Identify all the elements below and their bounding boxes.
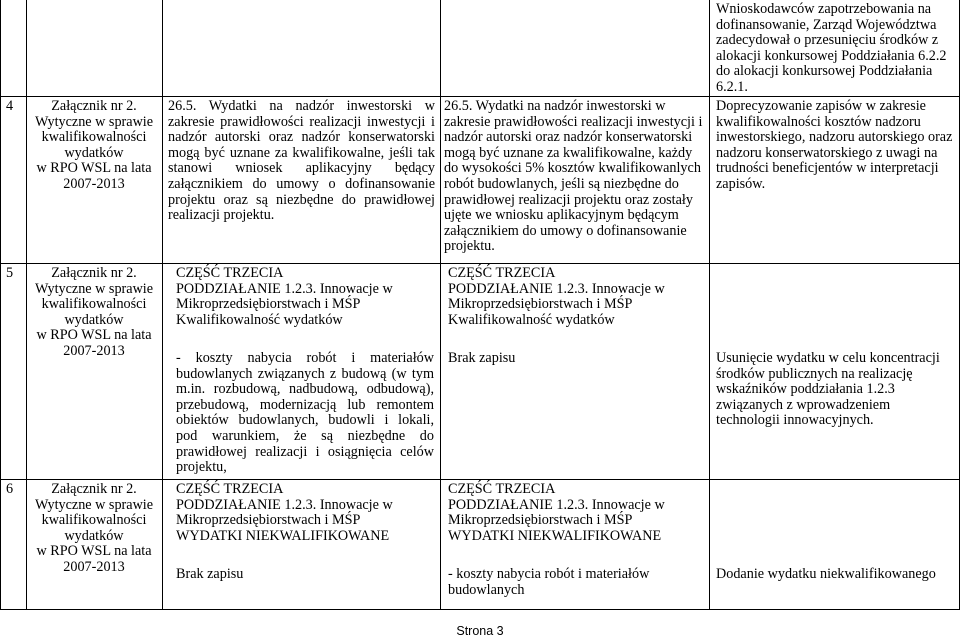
document-reference [28,99,160,193]
section-label: Kwalifikowalność wydatków [448,311,615,328]
doc-line: w RPO WSL na lata [36,327,152,344]
doc-line: 2007-2013 [63,342,125,359]
section-heading: CZĘŚĆ TRZECIA [176,265,284,281]
row-divider [0,479,960,480]
doc-line: Wytyczne w sprawie [34,113,154,130]
doc-line: wydatków [64,144,124,161]
after-change-text: Brak zapisu [448,350,516,366]
table-border [440,0,441,610]
row-number: 4 [6,98,14,114]
doc-line: w RPO WSL na lata [36,160,152,177]
before-change-text: 26.5. Wydatki na nadzór inwestorski w zakresie prawidłowości realizacji inwestycji i nadzór autorski oraz nadzór konserwatorski mogą być uznane za kwalifikowalne, jeśli tak stanowi wniosek aplikacyjny będący załącznikiem do umowy o dofinansowanie projektu oraz są niezbędne do prawidłowej realizacji projektu. [168,98,435,224]
section-subheading: PODDZIAŁANIE 1.2.3. Innowacje w Mikroprzedsiębiorstwach i MŚP [176,280,393,313]
doc-line: Załącznik nr 2. [51,98,137,114]
before-change-block [176,266,434,328]
section-heading: CZĘŚĆ TRZECIA [448,481,556,497]
continued-reason-text: Wnioskodawców zapotrzebowania na dofinansowanie, Zarząd Województwa zadecydował o przesunięciu środków z alokacji konkursowej Poddziałania 6.2.2 do alokacji konkursowej Poddziałania 6.2.1. [716,1,947,95]
row-number: 6 [6,481,14,497]
section-heading: CZĘŚĆ TRZECIA [448,265,556,281]
before-change-text: - koszty nabycia robót i materiałów budowlanych związanych z budową (w tym m.in. rozbudową, nadbudową, odbudową), przebudową, modernizacją lub remontem obiektów budowlanych, budowli i lokali, pod warunkiem, że są niezbędne do prawidłowej realizacji i osiągnięcia celów projektu, [176,350,434,476]
before-change-text: Brak zapisu [176,566,244,582]
doc-line: 2007-2013 [63,175,125,192]
doc-line: w RPO WSL na lata [36,543,152,560]
doc-line: Załącznik nr 2. [51,265,137,281]
document-reference [28,482,160,576]
doc-line: Wytyczne w sprawie [34,496,154,513]
section-label: Kwalifikowalność wydatków [176,311,343,328]
reason-text: Doprecyzowanie zapisów w zakresie kwalifikowalności kosztów nadzoru inwestorskiego, nadzoru autorskiego oraz nadzoru konserwatorskiego z uwagi na trudności beneficjentów w interpretacji zapisów. [716,98,953,192]
after-change-block [448,266,706,328]
table-border [162,0,163,610]
section-subheading: PODDZIAŁANIE 1.2.3. Innowacje w Mikroprzedsiębiorstwach i MŚP [448,280,665,313]
reason-text: Usunięcie wydatku w celu koncentracji środków publicznych na realizację wskaźników poddziałania 1.2.3 związanych z wprowadzeniem technologii innowacyjnych. [716,350,940,429]
after-change-block [448,482,706,544]
table-border-left [0,0,1,610]
row-number: 5 [6,265,14,281]
row-divider [0,263,960,264]
doc-line: Załącznik nr 2. [51,481,137,497]
section-subheading: PODDZIAŁANIE 1.2.3. Innowacje w Mikroprzedsiębiorstwach i MŚP [448,496,665,529]
doc-line: Wytyczne w sprawie [34,280,154,297]
doc-line: wydatków [64,311,124,328]
page-number: Strona 3 [456,624,504,638]
section-label: WYDATKI NIEKWALIFIKOWANE [448,527,662,544]
doc-line: kwalifikowalności [41,296,147,313]
section-subheading: PODDZIAŁANIE 1.2.3. Innowacje w Mikroprzedsiębiorstwach i MŚP [176,496,393,529]
section-heading: CZĘŚĆ TRZECIA [176,481,284,497]
before-change-block [176,482,434,544]
after-change-text: 26.5. Wydatki na nadzór inwestorski w zakresie prawidłowości realizacji inwestycji i nadzór autorski oraz nadzór konserwatorski mogą być uznane za kwalifikowalne, każdy do wysokości 5% kosztów kwalifikowanlych robót budowlanych, jeśli są niezbędne do prawidłowej realizacji projektu oraz zostały ujęte we wniosku aplikacyjnym będącym załącznikiem do umowy o dofinansowanie projektu. [444,98,703,255]
table-border [709,0,710,610]
doc-line: kwalifikowalności [41,512,147,529]
doc-line: kwalifikowalności [41,129,147,146]
after-change-text: - koszty nabycia robót i materiałów budowlanych [448,566,650,598]
section-label: WYDATKI NIEKWALIFIKOWANE [176,527,390,544]
table-border-bottom [0,609,960,610]
doc-line: 2007-2013 [63,558,125,575]
document-reference [28,266,160,360]
row-divider [0,96,960,97]
doc-line: wydatków [64,527,124,544]
table-border [26,0,27,610]
reason-text: Dodanie wydatku niekwalifikowanego [716,566,936,582]
